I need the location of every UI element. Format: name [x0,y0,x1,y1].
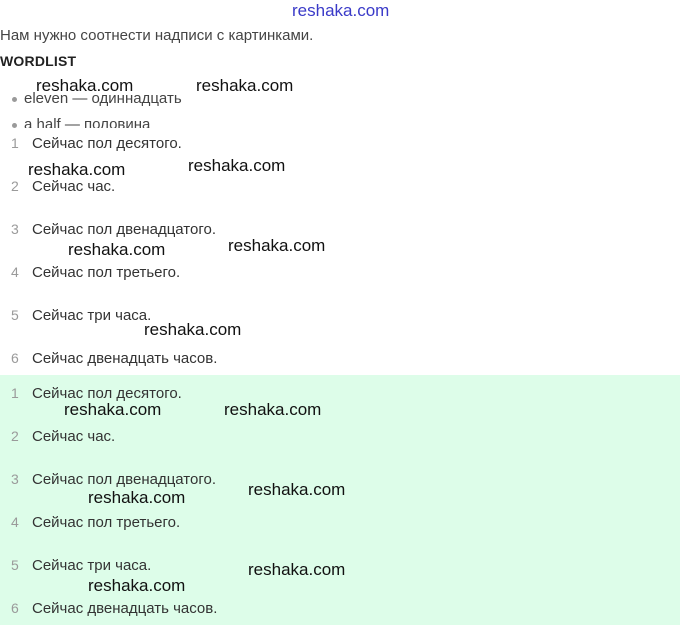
watermark: reshaka.com [88,576,186,595]
item-number: 2 [11,178,19,194]
item-text: Сейчас час. [32,178,116,195]
item-number: 6 [11,350,19,366]
item-number: 4 [11,514,19,530]
watermark: reshaka.com [88,488,186,507]
intro-text: Нам нужно соотнести надписи с картинками. [0,27,314,44]
item-number: 1 [11,135,19,151]
watermark: reshaka.com [68,240,166,259]
item-number: 3 [11,471,19,487]
item-text: Сейчас три часа. [32,307,152,324]
item-text: Сейчас пол десятого. [32,385,182,402]
watermark: reshaka.com [228,236,326,255]
item-number: 4 [11,264,19,280]
item-text: Сейчас двенадцать часов. [32,350,218,367]
item-number: 2 [11,428,19,444]
item-text: Сейчас пол двенадцатого. [32,471,217,488]
item-text: Сейчас час. [32,428,116,445]
watermark: reshaka.com [248,560,346,579]
watermark-top: reshaka.com [292,1,390,20]
wordlist-item-text: a half — половина [24,116,151,128]
item-text: Сейчас три часа. [32,557,152,574]
watermark: reshaka.com [196,76,294,95]
watermark: reshaka.com [224,400,322,419]
watermark: reshaka.com [144,320,242,339]
item-number: 6 [11,600,19,616]
item-text: Сейчас пол двенадцатого. [32,221,217,238]
watermark: reshaka.com [188,156,286,175]
item-number: 1 [11,385,19,401]
item-text: Сейчас двенадцать часов. [32,600,218,617]
watermark: reshaka.com [64,400,162,419]
wordlist-item-text: eleven — одиннадцать [24,90,182,107]
item-text: Сейчас пол десятого. [32,135,182,152]
item-number: 5 [11,557,19,573]
item-text: Сейчас пол третьего. [32,264,181,281]
watermark: reshaka.com [248,480,346,499]
wordlist-title: WORDLIST [0,53,77,69]
item-number: 5 [11,307,19,323]
item-number: 3 [11,221,19,237]
watermark: reshaka.com [28,160,126,179]
item-text: Сейчас пол третьего. [32,514,181,531]
watermark: reshaka.com [36,76,134,95]
